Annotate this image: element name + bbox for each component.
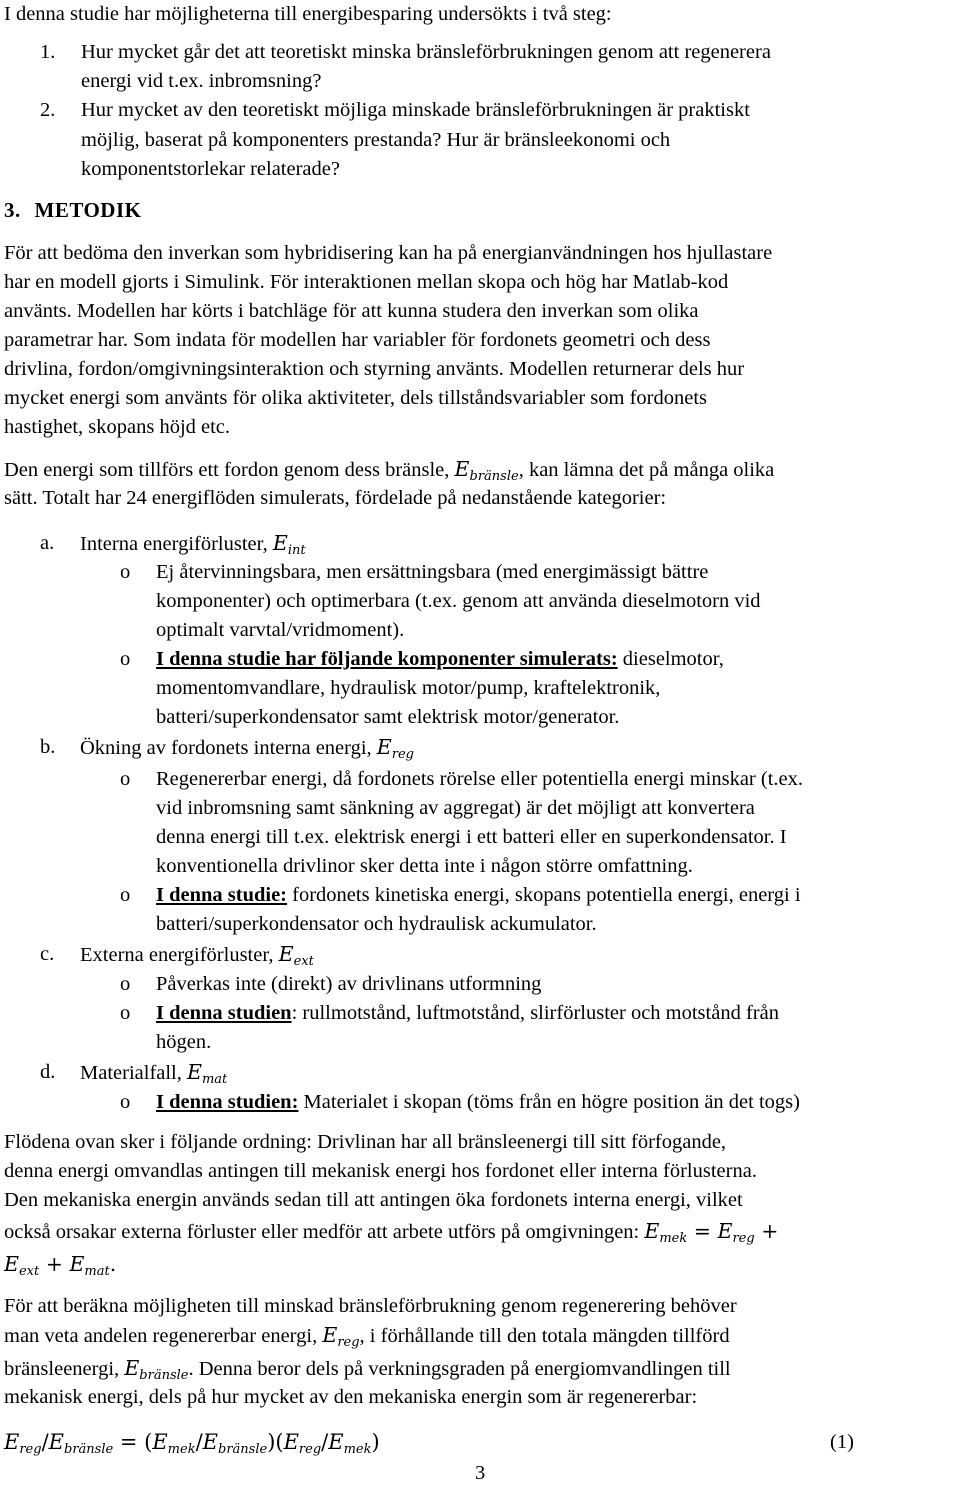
bullet: o [120,648,131,670]
math-var: E [69,1252,85,1276]
question-line: energi vid t.ex. inbromsning? [81,70,322,92]
math-subscript: mat [201,1072,228,1087]
paragraph-line: denna energi omvandlas antingen till mekanisk energi hos fordonet eller interna förlusterna. [4,1160,757,1182]
text-run: Ökning av fordonets interna energi, [80,737,377,759]
paragraph-line: drivlina, fordon/omgivningsinteraktion och styrning använts. Modellen returnerar dels hur [4,358,745,380]
bullet-line [156,645,724,675]
bullet: o [120,973,131,995]
math-subscript: reg [19,1442,42,1457]
text-run: Materialet i skopan (töms från en högre position än det togs) [298,1091,800,1113]
bullet-line [156,881,801,911]
bullet: o [120,561,131,583]
math-subscript: mat [84,1264,110,1279]
question-line: komponentstorlekar relaterade? [81,158,340,180]
emphasis-lead: I denna studien: [156,1091,299,1113]
math-symbol [376,735,414,762]
section-heading [4,196,141,226]
question-line: Hur mycket går det att teoretiskt minska bränsleförbrukningen genom att regenerera [81,41,771,63]
math-operator: . [109,1252,117,1276]
paragraph-line: Flödena ovan sker i följande ordning: Drivlinan har all bränsleenergi till sitt förfogande, [4,1131,727,1153]
math-subscript: bränsle [139,1368,189,1383]
math-operator: = [687,1219,718,1243]
text-run: Materialfall, [80,1062,188,1084]
category-label [80,529,306,560]
category-label [80,733,414,764]
bullet-line: Påverkas inte (direkt) av drivlinans utformning [156,973,542,995]
bullet: o [120,1002,131,1024]
bullet-line: komponenter) och optimerbara (t.ex. genom att använda dieselmotorn vid [156,590,761,612]
emphasis-lead: I denna studien [156,1002,292,1024]
text-run: man veta andelen regenererbar energi, [4,1325,323,1347]
paragraph-line: För att beräkna möjligheten till minskad bränsleförbrukning genom regenerering behöver [4,1295,737,1317]
paragraph-line: använts. Modellen har körts i batchläge för att kunna studera den inverkan som olika [4,300,699,322]
math-operator: + [754,1219,779,1243]
math-subscript: reg [391,747,414,762]
category-label [80,1058,227,1089]
math-var: E [644,1219,660,1243]
math-symbol [187,1060,228,1087]
paragraph-line [4,1321,730,1352]
bullet-line: optimalt varvtal/vridmoment). [156,619,405,641]
bullet-line: momentomvandlare, hydraulisk motor/pump, kraftelektronik, [156,677,661,699]
bullet-line: vid inbromsning samt sänkning av aggregat) är det möjligt att konvertera [156,797,755,819]
paragraph-line [4,1250,116,1281]
category-letter: d. [40,1061,56,1083]
paragraph-line [4,455,774,486]
paragraph-line: parametrar har. Som indata för modellen har variabler för fordonets geometri och dess [4,329,711,351]
text-run: Interna energiförluster, [80,533,273,555]
math-symbol [272,531,306,558]
category-letter: a. [40,532,55,554]
paragraph-line [4,1354,731,1385]
paragraph-line: Den mekaniska energin används sedan till att antingen öka fordonets interna energi, vilket [4,1189,743,1211]
equation-number: (1) [830,1431,854,1453]
text-run: . Denna beror dels på verkningsgraden på energiomvandlingen till [188,1358,731,1380]
paragraph-line: För att bedöma den inverkan som hybridisering kan ha på energianvändningen hos hjullastare [4,242,773,264]
paragraph-line [4,1217,778,1248]
math-var: E [4,1252,19,1276]
emphasis-lead: I denna studie har följande komponenter simulerats: [156,648,618,670]
text-run: Den energi som tillförs ett fordon genom dess bränsle, [4,459,455,481]
question-number: 2. [40,99,56,121]
math-symbol: $E_{bränsle}$ [124,1356,189,1383]
emphasis-lead: I denna studie: [156,884,288,906]
text-run: , kan lämna det på många olika [518,459,775,481]
question-line: möjlig, baserat på komponenters prestanda? Hur är bränsleekonomi och [81,129,671,151]
paragraph-line: mekanisk energi, dels på hur mycket av den mekaniska energin som är regenererbar: [4,1386,698,1408]
math-expression [644,1219,779,1246]
question-number: 1. [40,41,56,63]
section-title: METODIK [34,198,142,222]
math-var: E [187,1060,202,1084]
paragraph-line: mycket energi som använts för olika aktiviteter, dels tillståndsvariabler som fordonets [4,387,708,409]
bullet: o [120,884,131,906]
math-subscript: ext [18,1264,40,1279]
bullet-line [156,999,779,1029]
section-number: 3. [4,198,21,222]
math-var: E [454,457,470,481]
bullet-line: batteri/superkondensator och hydraulisk ackumulator. [156,913,597,935]
math-subscript: bränsle [469,469,519,484]
text-run: bränsleenergi, [4,1358,125,1380]
math-expression [4,1252,117,1279]
math-var: E [278,942,294,966]
bullet-line: denna energi till t.ex. elektrisk energi i ett batteri eller en superkondensator. I [156,826,787,848]
page-number: 3 [475,1462,486,1484]
math-var: E [272,531,288,555]
text-run: Externa energiförluster, [80,944,279,966]
bullet-line: Ej återvinningsbara, men ersättningsbara (med energimässigt bättre [156,561,709,583]
category-label [80,940,314,971]
math-subscript: reg [732,1231,755,1246]
math-subscript: mek [167,1442,196,1457]
math-symbol [278,942,314,969]
math-var: E [376,735,392,759]
math-subscript: bränsle [64,1442,114,1457]
paragraph-line: sätt. Totalt har 24 energiflöden simulerats, fördelade på nedanstående kategorier: [4,487,667,509]
text-run: , i förhållande till den totala mängden tillförd [359,1325,730,1347]
math-subscript: bränsle [218,1442,268,1457]
bullet-line: högen. [156,1031,212,1053]
bullet-line: batteri/superkondensator samt elektrisk motor/generator. [156,706,620,728]
category-letter: b. [40,736,56,758]
paragraph-line: hastighet, skopans höjd etc. [4,416,231,438]
math-subscript: ext [293,954,314,969]
math-subscript: int [287,543,306,558]
math-subscript: mek [343,1442,372,1457]
math-operator: + [39,1252,70,1276]
math-subscript: reg [298,1442,322,1457]
math-symbol: $E_{reg}$ [322,1323,360,1350]
math-subscript: reg [337,1335,360,1350]
category-letter: c. [40,943,55,965]
text-run: : rullmotstånd, luftmotstånd, slirförluster och motstånd från [291,1002,779,1024]
intro-text: I denna studie har möjligheterna till energibesparing undersökts i två steg: [4,3,612,25]
question-line: Hur mycket av den teoretiskt möjliga minskade bränsleförbrukningen är praktiskt [81,99,750,121]
math-subscript: mek [659,1231,688,1246]
bullet: o [120,1091,131,1113]
text-run: också orsakar externa förluster eller medför att arbete utförs på omgivningen: [4,1221,645,1243]
bullet-line [156,1088,800,1118]
text-run: fordonets kinetiska energi, skopans potentiella energi, energi i [287,884,801,906]
bullet: o [120,768,131,790]
text-run: dieselmotor, [617,648,724,670]
bullet-line: Regenererbar energi, då fordonets rörelse eller potentiella energi minskar (t.ex. [156,768,804,790]
math-symbol [454,457,519,484]
equation-1: $E_{reg}/E_{bränsle} = (E_{mek}/E_{bränsle})(E_{reg}/E_{mek})$ [4,1430,380,1457]
math-var: E [717,1219,733,1243]
bullet-line: konventionella drivlinor sker detta inte i någon större omfattning. [156,855,693,877]
paragraph-line: har en modell gjorts i Simulink. För interaktionen mellan skopa och hög har Matlab-kod [4,271,729,293]
